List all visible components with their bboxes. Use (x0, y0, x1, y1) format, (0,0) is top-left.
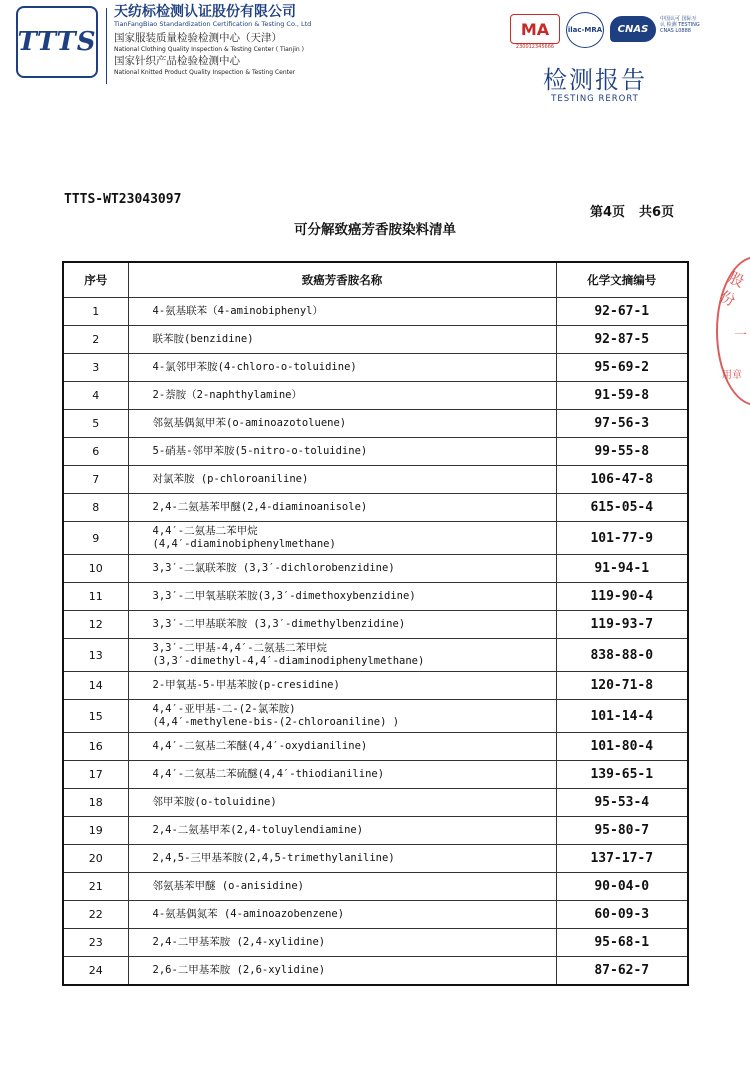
table-row (63, 583, 688, 611)
row-seq: 16 (63, 733, 128, 761)
header-divider (106, 8, 107, 84)
row-seq: 22 (63, 901, 128, 929)
table-row (63, 789, 688, 817)
table-row (63, 611, 688, 639)
amine-name-line: 2,4-二氨基苯甲醚(2,4-diaminoanisole) (152, 501, 368, 513)
row-amine-name (128, 845, 556, 873)
table-row (63, 410, 688, 438)
table-row (63, 929, 688, 957)
row-cas-number: 99-55-8 (556, 438, 688, 466)
row-seq: 9 (63, 522, 128, 555)
logo-text: TTTS (17, 27, 97, 57)
row-cas-number: 91-59-8 (556, 382, 688, 410)
amine-name-line: 邻甲苯胺(o-toluidine) (152, 796, 277, 808)
row-seq: 19 (63, 817, 128, 845)
table-body (63, 298, 688, 986)
amine-name-line: 4,4′-二氨基二苯甲烷 (152, 525, 258, 537)
report-title-cn: 检测报告 (543, 66, 647, 94)
table-row (63, 733, 688, 761)
amine-name-line: 2-萘胺（2-naphthylamine） (152, 389, 302, 401)
row-amine-name (128, 611, 556, 639)
table-row (63, 555, 688, 583)
row-cas-number: 92-67-1 (556, 298, 688, 326)
table-row (63, 672, 688, 700)
amine-name-line: 3,3′-二甲基联苯胺 (3,3′-dimethylbenzidine) (152, 618, 406, 630)
row-amine-name (128, 761, 556, 789)
row-cas-number: 60-09-3 (556, 901, 688, 929)
row-seq: 1 (63, 298, 128, 326)
row-cas-number: 101-14-4 (556, 700, 688, 733)
row-amine-name (128, 672, 556, 700)
amine-name-line: 4,4′-二氨基二苯硫醚(4,4′-thiodianiline) (152, 768, 385, 780)
center1-name-cn: 国家服装质量检验检测中心（天津） (114, 32, 282, 44)
row-amine-name (128, 583, 556, 611)
row-cas-number: 90-04-0 (556, 873, 688, 901)
row-amine-name (128, 817, 556, 845)
header-cas: 化学文摘编号 (556, 262, 688, 298)
table-row (63, 438, 688, 466)
row-cas-number: 91-94-1 (556, 555, 688, 583)
row-cas-number: 92-87-5 (556, 326, 688, 354)
document-title: 可分解致癌芳香胺染料清单 (294, 222, 456, 238)
table-row (63, 901, 688, 929)
row-seq: 13 (63, 639, 128, 672)
company-logo (16, 6, 98, 78)
row-cas-number: 137-17-7 (556, 845, 688, 873)
page-current: 第4页 (590, 205, 626, 220)
amine-name-line: (4,4′-methylene-bis-(2-chloroaniline) ) (152, 716, 400, 728)
amine-name-line: 联苯胺(benzidine) (152, 333, 254, 345)
cnas-note: 中国认可 国际互认 检测 TESTING CNAS L0888 (660, 16, 700, 34)
table-row (63, 845, 688, 873)
row-seq: 5 (63, 410, 128, 438)
report-title (520, 66, 670, 104)
amine-name-line: 5-硝基-邻甲苯胺(5-nitro-o-toluidine) (152, 445, 368, 457)
amine-name-line: 2,4-二氨基甲苯(2,4-toluylendiamine) (152, 824, 364, 836)
table-row (63, 957, 688, 986)
row-seq: 14 (63, 672, 128, 700)
table-row (63, 700, 688, 733)
amine-name-line: 4-氨基联苯（4-aminobiphenyl） (152, 305, 323, 317)
report-number: TTTS-WT23043097 (64, 192, 182, 207)
amine-name-line: 2,6-二甲基苯胺 (2,6-xylidine) (152, 964, 326, 976)
table-row (63, 326, 688, 354)
amine-name-line: (4,4′-diaminobiphenylmethane) (152, 538, 336, 550)
row-amine-name (128, 354, 556, 382)
row-amine-name (128, 733, 556, 761)
stamp-text-2: 一 (734, 328, 748, 343)
row-amine-name (128, 639, 556, 672)
row-seq: 18 (63, 789, 128, 817)
row-amine-name (128, 901, 556, 929)
row-amine-name (128, 382, 556, 410)
row-cas-number: 101-77-9 (556, 522, 688, 555)
row-cas-number: 106-47-8 (556, 466, 688, 494)
amine-name-line: 4-氨基偶氮苯 (4-aminoazobenzene) (152, 908, 345, 920)
row-cas-number: 838-88-0 (556, 639, 688, 672)
center2-name-cn: 国家针织产品检验检测中心 (114, 55, 240, 67)
table-row (63, 761, 688, 789)
row-amine-name (128, 789, 556, 817)
table-row (63, 494, 688, 522)
amine-name-line: 4,4′-亚甲基-二-(2-氯苯胺) (152, 703, 296, 715)
row-cas-number: 119-90-4 (556, 583, 688, 611)
row-seq: 4 (63, 382, 128, 410)
amine-name-line: 2,4-二甲基苯胺 (2,4-xylidine) (152, 936, 326, 948)
row-seq: 12 (63, 611, 128, 639)
company-name-cn: 天纺标检测认证股份有限公司 (114, 4, 296, 20)
amine-name-line: 2-甲氧基-5-甲基苯胺(p-cresidine) (152, 679, 340, 691)
row-cas-number: 95-68-1 (556, 929, 688, 957)
row-amine-name (128, 555, 556, 583)
row-amine-name (128, 957, 556, 986)
row-amine-name (128, 326, 556, 354)
row-seq: 2 (63, 326, 128, 354)
cma-mark-icon: MA (510, 14, 560, 44)
amine-name-line: 3,3′-二氯联苯胺 (3,3′-dichlorobenzidine) (152, 562, 395, 574)
row-seq: 17 (63, 761, 128, 789)
table-row (63, 466, 688, 494)
page-total: 共6页 (639, 205, 675, 220)
row-amine-name (128, 466, 556, 494)
row-amine-name (128, 298, 556, 326)
row-amine-name (128, 410, 556, 438)
table-row (63, 873, 688, 901)
row-amine-name (128, 929, 556, 957)
amine-name-line: 对氯苯胺 (p-chloroaniline) (152, 473, 309, 485)
row-cas-number: 120-71-8 (556, 672, 688, 700)
row-cas-number: 95-53-4 (556, 789, 688, 817)
row-amine-name (128, 700, 556, 733)
report-title-en: TESTING RERORT (551, 94, 639, 104)
row-seq: 8 (63, 494, 128, 522)
row-cas-number: 95-80-7 (556, 817, 688, 845)
row-seq: 15 (63, 700, 128, 733)
row-seq: 11 (63, 583, 128, 611)
row-cas-number: 119-93-7 (556, 611, 688, 639)
amine-name-line: 3,3′-二甲氧基联苯胺(3,3′-dimethoxybenzidine) (152, 590, 416, 602)
stamp-text-1: 股份 (716, 268, 747, 310)
amine-name-line: (3,3′-dimethyl-4,4′-diaminodiphenylmethane) (152, 655, 425, 667)
row-seq: 6 (63, 438, 128, 466)
row-seq: 24 (63, 957, 128, 986)
row-cas-number: 615-05-4 (556, 494, 688, 522)
row-seq: 21 (63, 873, 128, 901)
ilac-mra-mark-icon: ilac-MRA (566, 12, 604, 48)
table-header-row (63, 262, 688, 298)
row-amine-name (128, 522, 556, 555)
table-row (63, 639, 688, 672)
row-seq: 7 (63, 466, 128, 494)
table-row (63, 382, 688, 410)
row-cas-number: 95-69-2 (556, 354, 688, 382)
row-seq: 3 (63, 354, 128, 382)
aromatic-amine-table (62, 261, 689, 986)
company-info (114, 4, 414, 77)
table-row (63, 298, 688, 326)
center2-name-en: National Knitted Product Quality Inspection & Testing Center (114, 69, 296, 76)
table-row (63, 522, 688, 555)
row-cas-number: 101-80-4 (556, 733, 688, 761)
cma-number: 230012345666 (515, 44, 555, 50)
amine-name-line: 邻氨基偶氮甲苯(o-aminoazotoluene) (152, 417, 347, 429)
row-amine-name (128, 494, 556, 522)
row-cas-number: 87-62-7 (556, 957, 688, 986)
amine-name-line: 3,3′-二甲基-4,4′-二氨基二苯甲烷 (152, 642, 328, 654)
amine-name-line: 2,4,5-三甲基苯胺(2,4,5-trimethylaniline) (152, 852, 395, 864)
row-amine-name (128, 873, 556, 901)
row-cas-number: 97-56-3 (556, 410, 688, 438)
header-name: 致癌芳香胺名称 (128, 262, 556, 298)
center1-name-en: National Clothing Quality Inspection & Testing Center ( Tianjin ) (114, 46, 304, 53)
amine-name-line: 4-氯邻甲苯胺(4-chloro-o-toluidine) (152, 361, 357, 373)
company-name-en: TianFangBiao Standardization Certification & Testing Co., Ltd (114, 20, 312, 28)
header-seq: 序号 (63, 262, 128, 298)
table-row (63, 354, 688, 382)
row-seq: 20 (63, 845, 128, 873)
row-seq: 23 (63, 929, 128, 957)
stamp-text-3: 用章 (722, 370, 742, 381)
row-seq: 10 (63, 555, 128, 583)
cnas-mark-icon: CNAS (610, 16, 656, 42)
amine-name-line: 邻氨基苯甲醚 (o-anisidine) (152, 880, 305, 892)
table-row (63, 817, 688, 845)
row-amine-name (128, 438, 556, 466)
row-cas-number: 139-65-1 (556, 761, 688, 789)
amine-name-line: 4,4′-二氨基二苯醚(4,4′-oxydianiline) (152, 740, 368, 752)
